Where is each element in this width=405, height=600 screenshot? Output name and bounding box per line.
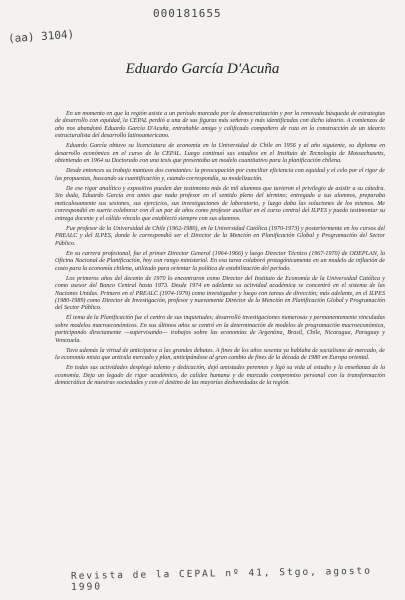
paragraph: El tema de la Planificación fue el centro de sus inquietudes; desarrolló investigaciones numerosas y permanentemente vinculadas sobre modelos macroeconómicos. En sus últimos años se centró en la determinación de modelos de programación macroeconómica, participando directamente —supervisando— trabajos sobre las economías de Argentina, Brasil, Chile, Nicaragua, Paraguay y Venezuela.: [55, 315, 385, 344]
paragraph: En todas sus actividades desplegó talento y dedicación, dejó amistades perennes y ligó su vida al estudio y la enseñanza de la economía. Deja un legado de rigor académico, de calidez humana y de marcado compromiso personal con la transformación democrática de nuestras sociedades y con el destino de las mayorías desheredadas de la región.: [55, 365, 385, 387]
archive-stamp: 000181655: [153, 7, 222, 20]
paragraph: En un momento en que la región asiste a un período marcado por la democratización y por la renovada búsqueda de estrategias de desarrollo con equidad, la CEPAL perdió a una de sus figuras más señeras y más identificadas con dicho ideario. A comienzos de año nos abandonó Eduardo García D'Acuña, entrañable amigo y calificado compañero de ruta en la construcción de un ideario estructuralista del desarrollo latinoamericano.: [55, 111, 385, 140]
handwritten-source-note: Revista de la CEPAL nº 41, Stgo, agosto 1990: [70, 565, 373, 593]
paragraph: Los primeros años del decenio de 1970 lo encontraron como Director del Instituto de Economía de la Universidad Católica y como asesor del Banco Central hasta 1973. Desde 1974 en adelante su actividad académica se concentró en el sistema de las Naciones Unidas. Primero en el PREALC (1974-1979) como investigador y luego con tareas de dirección; más adelante, en el ILPES (1980-1989) como Director de Investigación, profesor y nuevamente Director de la Mención en Planificación Global y Programación del Sector Público.: [55, 275, 385, 312]
paragraph: Tuvo además la virtud de anticiparse a las grandes debates. A fines de los años sesenta ya hablaba de socialismo de mercado, de la economía mixta que articula mercado y plan, anticipándose al gran cambio de fines de la década de 1980 en Europa oriental.: [55, 347, 385, 362]
handwritten-code: (aa) 3104): [7, 27, 75, 46]
page-title: Eduardo García D'Acuña: [125, 61, 280, 77]
paragraph: Fue profesor de la Universidad de Chile (1962-1980), en la Universidad Católica (1970-1973) y posteriormente en los cursos del PREALC y del ILPES, donde le correspondió ser el Director de la Mención en Planificación Global y Programación del Sector Público.: [55, 225, 385, 247]
paragraph: Eduardo García obtuvo su licenciatura de economía en la Universidad de Chile en 1956 y al año siguiente, su diploma en desarrollo económico en el curso de la CEPAL. Luego continuó sus estudios en el Instituto de Tecnología de Massachusetts, obteniendo en 1964 su Doctorado con una tesis que presentaba un modelo cuantitativo para la planificación chilena.: [55, 143, 385, 165]
article-body: [55, 111, 385, 390]
paragraph: De ese rigor analítico y expositivo pueden dar testimonio más de mil alumnos que tuvieron el privilegio de asistir a su cátedra. Sin duda, Eduardo García era antes que nada profesor en el sentido pleno del término; entregado a sus alumnos, preparaba meticulosamente sus sesiones, sus ejercicios, sus investigaciones de laboratorio, y luego daba las soluciones de los mismos. Me correspondió en suerte colaborar con él un par de años como profesor auxiliar en el curso central del ILPES y puedo testimoniar su entrega docente y el cálido vínculo que estableció siempre con sus alumnos.: [55, 185, 385, 222]
paragraph: Desde entonces su trabajo mantuvo dos constantes: la preocupación por conciliar eficiencia con equidad y el celo por el rigor de las propuestas, buscando su cuantificación y, cuando correspondía, su modelización.: [55, 168, 385, 182]
paragraph: En su carrera profesional, fue el primer Director General (1964-1966) y luego Director Técnico (1967-1970) de ODEPLAN, la Oficina Nacional de Planificación, hoy con rango ministerial. En esa tarea colaboró protagónicamente en un modelo de inflación de costo para la economía chilena, utilizado para orientar la política de estabilización del período.: [55, 250, 385, 272]
